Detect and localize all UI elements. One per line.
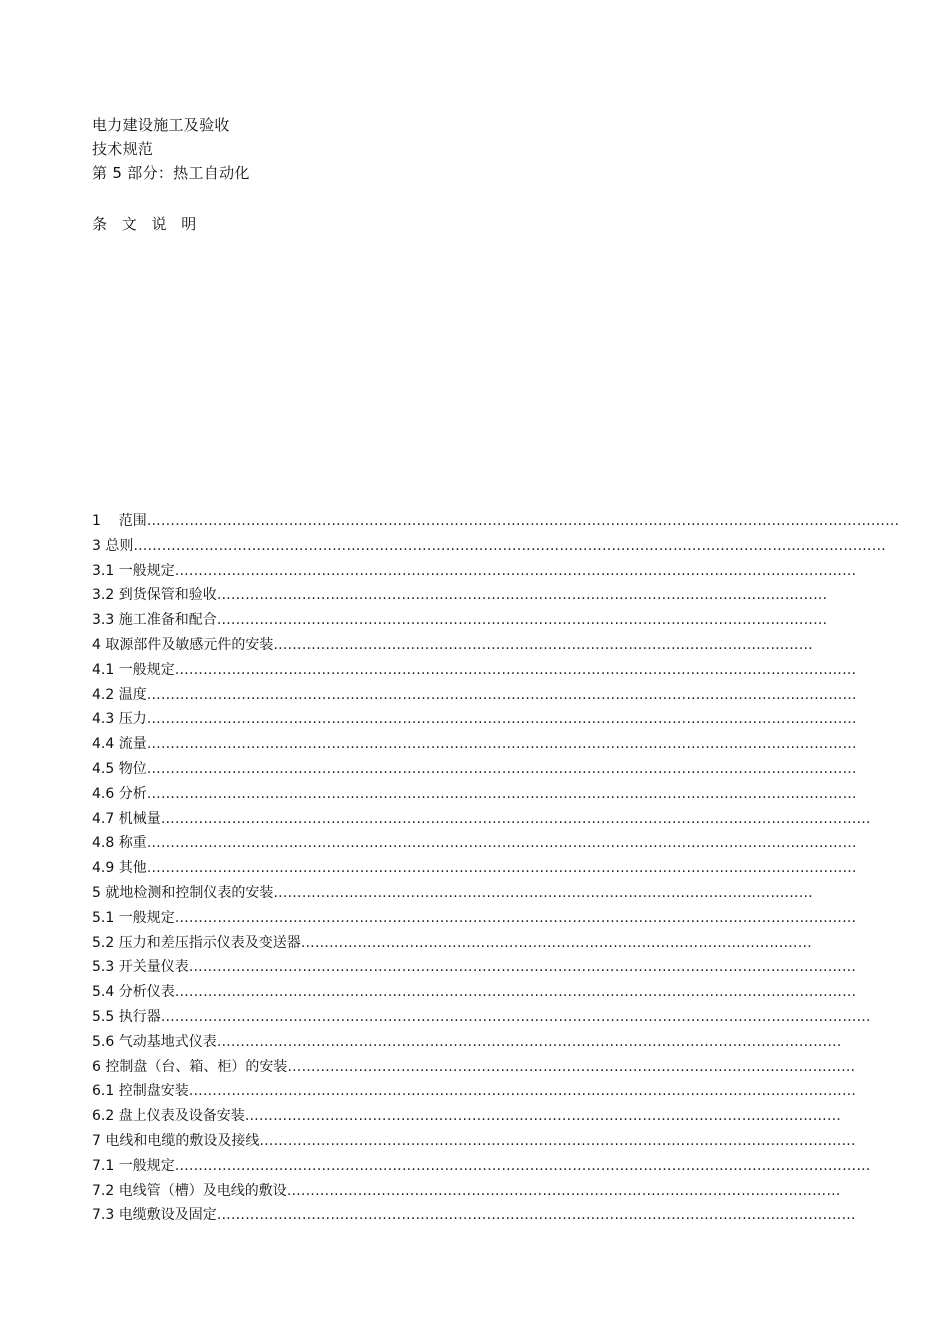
toc-entry-label: 7.1 一般规定 bbox=[92, 1157, 175, 1174]
toc-entry[interactable] bbox=[92, 1179, 841, 1204]
toc-entry-label: 5 就地检测和控制仪表的安装 bbox=[92, 884, 274, 901]
table-of-contents bbox=[92, 509, 900, 1228]
toc-entry-label: 4.1 一般规定 bbox=[92, 661, 175, 678]
toc-leader-dots: ……………………………………………………………………………………………………………………………… bbox=[174, 909, 857, 926]
toc-leader-dots: ………………………………………………………………………………………………………… bbox=[287, 1058, 856, 1075]
toc-entry-label: 4.9 其他 bbox=[92, 860, 147, 877]
toc-leader-dots: ………………………………………………………………………………………………………………… bbox=[216, 587, 828, 604]
toc-entry-label: 5.4 分析仪表 bbox=[92, 984, 175, 1001]
toc-leader-dots: …………………………………………………………………………………………………………………………… bbox=[188, 959, 857, 976]
toc-entry[interactable] bbox=[92, 980, 857, 1005]
toc-entry-label: 4.5 物位 bbox=[92, 760, 147, 777]
toc-leader-dots: …………………………………………………………………………………………………………………………………………… bbox=[146, 513, 900, 529]
toc-entry[interactable] bbox=[92, 1079, 857, 1104]
toc-leader-dots: …………………………………………………………………………………………………………………………………… bbox=[146, 785, 857, 802]
toc-entry-label: 5.1 一般规定 bbox=[92, 909, 175, 926]
toc-entry-label: 7.2 电线管（槽）及电线的敷设 bbox=[92, 1182, 287, 1199]
toc-leader-dots: …………………………………………………………………………………………………………………………………… bbox=[160, 810, 871, 827]
toc-entry[interactable] bbox=[92, 683, 857, 708]
toc-leader-dots: …………………………………………………………………………………………………………………………… bbox=[188, 1083, 857, 1100]
toc-entry[interactable] bbox=[92, 831, 857, 856]
toc-entry-label: 4.6 分析 bbox=[92, 785, 147, 802]
toc-entry-label: 3 总则 bbox=[92, 537, 134, 554]
toc-leader-dots: …………………………………………………………………………………………………… bbox=[273, 636, 813, 653]
toc-entry[interactable] bbox=[92, 608, 828, 633]
toc-entry[interactable] bbox=[92, 1154, 871, 1179]
toc-entry[interactable] bbox=[92, 1030, 842, 1055]
title-line-3: 第 5 部分：热工自动化 bbox=[92, 164, 250, 182]
toc-entry-label: 7 电线和电缆的敷设及接线 bbox=[92, 1132, 260, 1149]
toc-leader-dots: …………………………………………………………………………………………………………………………………… bbox=[146, 736, 857, 753]
toc-leader-dots: …………………………………………………………………………………………………………………………………… bbox=[146, 711, 857, 728]
toc-entry[interactable] bbox=[92, 534, 886, 559]
toc-entry[interactable] bbox=[92, 1005, 871, 1030]
toc-entry[interactable] bbox=[92, 782, 857, 807]
toc-leader-dots: ……………………………………………………………………………………………………………………………… bbox=[174, 661, 857, 678]
toc-entry[interactable] bbox=[92, 856, 857, 881]
toc-entry[interactable] bbox=[92, 955, 857, 980]
toc-entry[interactable] bbox=[92, 757, 857, 782]
document-subtitle: 条 文 说 明 bbox=[92, 215, 202, 233]
toc-leader-dots: ……………………………………………………………………………………………………………… bbox=[244, 1108, 842, 1125]
toc-entry-label: 3.2 到货保管和验收 bbox=[92, 587, 217, 604]
toc-entry[interactable] bbox=[92, 707, 857, 732]
toc-leader-dots: ……………………………………………………………………………………………… bbox=[300, 934, 812, 951]
toc-entry[interactable] bbox=[92, 1104, 842, 1129]
toc-entry[interactable] bbox=[92, 1129, 856, 1154]
toc-leader-dots: …………………………………………………………………………………………………………………………………… bbox=[160, 1008, 871, 1025]
toc-entry[interactable] bbox=[92, 583, 828, 608]
toc-entry-label: 3.1 一般规定 bbox=[92, 562, 175, 579]
toc-leader-dots: …………………………………………………………………………………………………………………………………………… bbox=[133, 537, 886, 554]
toc-entry-label: 5.6 气动基地式仪表 bbox=[92, 1033, 217, 1050]
toc-leader-dots: …………………………………………………………………………………………………………………………………… bbox=[146, 860, 857, 877]
toc-entry[interactable] bbox=[92, 881, 812, 906]
title-line-2: 技术规范 bbox=[92, 140, 154, 158]
toc-entry[interactable] bbox=[92, 559, 857, 584]
toc-entry-label: 4.4 流量 bbox=[92, 736, 147, 753]
toc-entry-label: 6.1 控制盘安装 bbox=[92, 1083, 189, 1100]
toc-entry-label: 5.3 开关量仪表 bbox=[92, 959, 189, 976]
toc-entry-label: 5.5 执行器 bbox=[92, 1008, 161, 1025]
toc-leader-dots: ……………………………………………………………………………………………………… bbox=[286, 1182, 841, 1199]
toc-leader-dots: ………………………………………………………………………………………………………………………………… bbox=[174, 1157, 871, 1174]
toc-leader-dots: ……………………………………………………………………………………………………………… bbox=[259, 1132, 856, 1149]
toc-entry-label: 4 取源部件及敏感元件的安装 bbox=[92, 636, 274, 653]
toc-entry-label: 3.3 施工准备和配合 bbox=[92, 612, 217, 629]
toc-entry-label: 4.3 压力 bbox=[92, 711, 147, 728]
toc-leader-dots: …………………………………………………………………………………………………………………………………… bbox=[146, 686, 857, 703]
toc-leader-dots: ……………………………………………………………………………………………………………………………… bbox=[174, 984, 857, 1001]
toc-entry[interactable] bbox=[92, 732, 857, 757]
toc-leader-dots: ……………………………………………………………………………………………………………………………… bbox=[174, 562, 857, 579]
toc-leader-dots: …………………………………………………………………………………………………………………… bbox=[216, 1033, 842, 1050]
toc-entry-label: 4.7 机械量 bbox=[92, 810, 161, 827]
toc-leader-dots: …………………………………………………………………………………………………………………………………… bbox=[146, 835, 857, 852]
toc-entry-label: 5.2 压力和差压指示仪表及变送器 bbox=[92, 934, 301, 951]
toc-entry[interactable] bbox=[92, 931, 812, 956]
toc-entry-label: 7.3 电缆敷设及固定 bbox=[92, 1207, 217, 1224]
document-title-block bbox=[92, 113, 250, 185]
toc-entry-label: 1 范围 bbox=[92, 513, 147, 529]
toc-entry[interactable] bbox=[92, 658, 857, 683]
toc-leader-dots: ……………………………………………………………………………………………………………………… bbox=[216, 1207, 856, 1224]
toc-entry-label: 6 控制盘（台、箱、柜）的安装 bbox=[92, 1058, 288, 1075]
toc-entry-label: 4.2 温度 bbox=[92, 686, 147, 703]
toc-entry[interactable] bbox=[92, 1055, 856, 1080]
toc-entry-label: 4.8 称重 bbox=[92, 835, 147, 852]
toc-leader-dots: …………………………………………………………………………………………………… bbox=[273, 884, 813, 901]
toc-leader-dots: …………………………………………………………………………………………………………………………………… bbox=[146, 760, 857, 777]
toc-entry[interactable] bbox=[92, 1203, 856, 1228]
toc-entry[interactable] bbox=[92, 906, 857, 931]
toc-entry[interactable] bbox=[92, 633, 812, 658]
toc-entry[interactable] bbox=[92, 509, 900, 534]
title-line-1: 电力建设施工及验收 bbox=[92, 116, 230, 134]
toc-leader-dots: ………………………………………………………………………………………………………………… bbox=[216, 612, 828, 629]
toc-entry[interactable] bbox=[92, 807, 871, 832]
toc-entry-label: 6.2 盘上仪表及设备安装 bbox=[92, 1108, 245, 1125]
